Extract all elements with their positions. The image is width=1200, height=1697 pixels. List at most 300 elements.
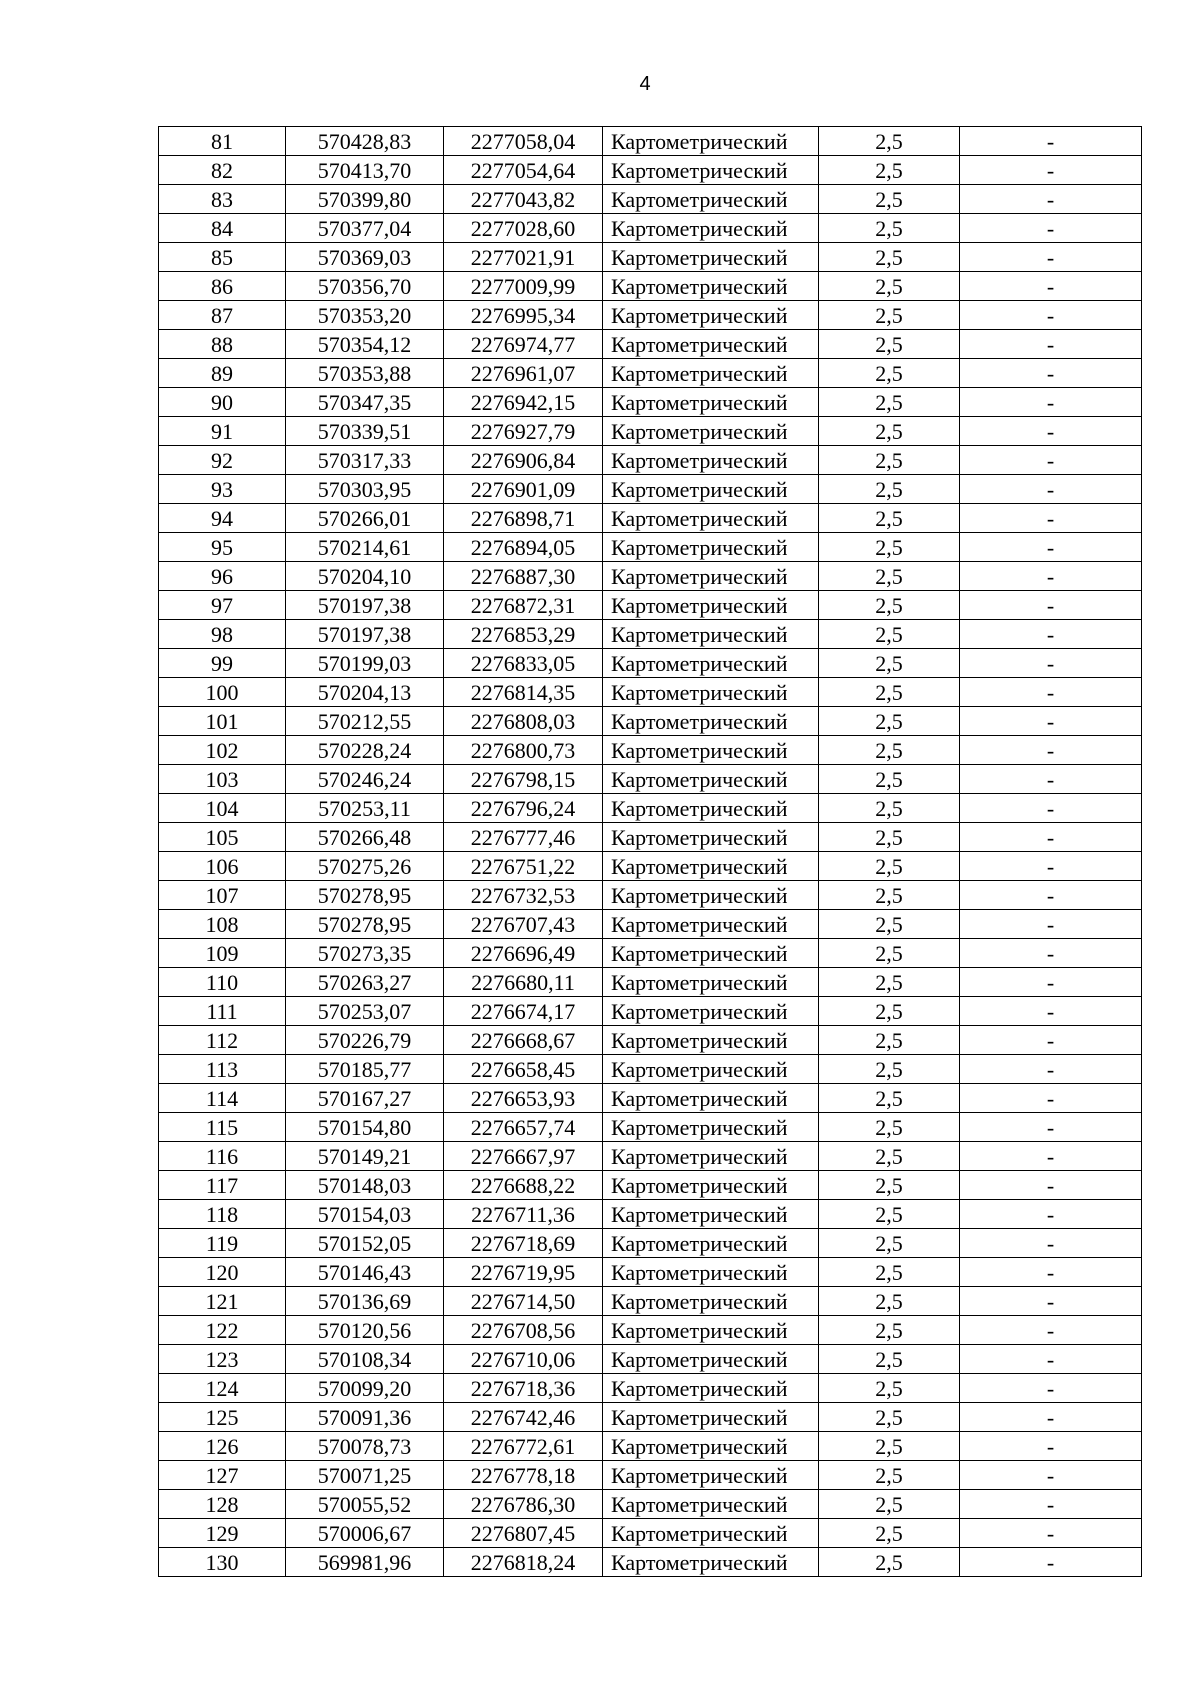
method-cell: Картометрический xyxy=(603,1432,819,1461)
accuracy-cell: 2,5 xyxy=(819,1490,960,1519)
method-cell: Картометрический xyxy=(603,678,819,707)
accuracy-cell: 2,5 xyxy=(819,939,960,968)
accuracy-cell: 2,5 xyxy=(819,1345,960,1374)
accuracy-cell: 2,5 xyxy=(819,1113,960,1142)
table-row xyxy=(159,533,1142,562)
x-coordinate-cell: 570154,03 xyxy=(286,1200,444,1229)
point-number-cell: 101 xyxy=(159,707,286,736)
note-cell: - xyxy=(960,446,1142,475)
y-coordinate-cell: 2276887,30 xyxy=(444,562,603,591)
x-coordinate-cell: 570347,35 xyxy=(286,388,444,417)
method-cell: Картометрический xyxy=(603,185,819,214)
x-coordinate-cell: 570146,43 xyxy=(286,1258,444,1287)
accuracy-cell: 2,5 xyxy=(819,707,960,736)
accuracy-cell: 2,5 xyxy=(819,1548,960,1577)
table-row xyxy=(159,968,1142,997)
note-cell: - xyxy=(960,330,1142,359)
note-cell: - xyxy=(960,1519,1142,1548)
y-coordinate-cell: 2276906,84 xyxy=(444,446,603,475)
table-row xyxy=(159,504,1142,533)
y-coordinate-cell: 2276680,11 xyxy=(444,968,603,997)
point-number-cell: 125 xyxy=(159,1403,286,1432)
y-coordinate-cell: 2276732,53 xyxy=(444,881,603,910)
method-cell: Картометрический xyxy=(603,823,819,852)
y-coordinate-cell: 2276786,30 xyxy=(444,1490,603,1519)
x-coordinate-cell: 570204,13 xyxy=(286,678,444,707)
note-cell: - xyxy=(960,1113,1142,1142)
point-number-cell: 82 xyxy=(159,156,286,185)
y-coordinate-cell: 2276807,45 xyxy=(444,1519,603,1548)
method-cell: Картометрический xyxy=(603,1345,819,1374)
note-cell: - xyxy=(960,533,1142,562)
point-number-cell: 102 xyxy=(159,736,286,765)
point-number-cell: 81 xyxy=(159,127,286,156)
y-coordinate-cell: 2276800,73 xyxy=(444,736,603,765)
point-number-cell: 104 xyxy=(159,794,286,823)
y-coordinate-cell: 2276853,29 xyxy=(444,620,603,649)
y-coordinate-cell: 2276714,50 xyxy=(444,1287,603,1316)
point-number-cell: 116 xyxy=(159,1142,286,1171)
table-row xyxy=(159,910,1142,939)
accuracy-cell: 2,5 xyxy=(819,1200,960,1229)
method-cell: Картометрический xyxy=(603,1490,819,1519)
table-row xyxy=(159,591,1142,620)
accuracy-cell: 2,5 xyxy=(819,330,960,359)
note-cell: - xyxy=(960,794,1142,823)
y-coordinate-cell: 2276707,43 xyxy=(444,910,603,939)
note-cell: - xyxy=(960,359,1142,388)
note-cell: - xyxy=(960,1374,1142,1403)
point-number-cell: 108 xyxy=(159,910,286,939)
table-row xyxy=(159,243,1142,272)
point-number-cell: 90 xyxy=(159,388,286,417)
method-cell: Картометрический xyxy=(603,707,819,736)
point-number-cell: 93 xyxy=(159,475,286,504)
y-coordinate-cell: 2276927,79 xyxy=(444,417,603,446)
table-row xyxy=(159,475,1142,504)
accuracy-cell: 2,5 xyxy=(819,591,960,620)
note-cell: - xyxy=(960,301,1142,330)
table-row xyxy=(159,649,1142,678)
note-cell: - xyxy=(960,823,1142,852)
table-row xyxy=(159,1258,1142,1287)
method-cell: Картометрический xyxy=(603,1258,819,1287)
point-number-cell: 103 xyxy=(159,765,286,794)
method-cell: Картометрический xyxy=(603,504,819,533)
point-number-cell: 85 xyxy=(159,243,286,272)
accuracy-cell: 2,5 xyxy=(819,765,960,794)
x-coordinate-cell: 570354,12 xyxy=(286,330,444,359)
note-cell: - xyxy=(960,1229,1142,1258)
note-cell: - xyxy=(960,852,1142,881)
y-coordinate-cell: 2276719,95 xyxy=(444,1258,603,1287)
x-coordinate-cell: 570185,77 xyxy=(286,1055,444,1084)
y-coordinate-cell: 2277021,91 xyxy=(444,243,603,272)
x-coordinate-cell: 570078,73 xyxy=(286,1432,444,1461)
table-row xyxy=(159,127,1142,156)
accuracy-cell: 2,5 xyxy=(819,388,960,417)
note-cell: - xyxy=(960,765,1142,794)
method-cell: Картометрический xyxy=(603,939,819,968)
note-cell: - xyxy=(960,185,1142,214)
accuracy-cell: 2,5 xyxy=(819,736,960,765)
accuracy-cell: 2,5 xyxy=(819,1084,960,1113)
x-coordinate-cell: 570152,05 xyxy=(286,1229,444,1258)
method-cell: Картометрический xyxy=(603,330,819,359)
accuracy-cell: 2,5 xyxy=(819,1519,960,1548)
x-coordinate-cell: 570055,52 xyxy=(286,1490,444,1519)
y-coordinate-cell: 2276658,45 xyxy=(444,1055,603,1084)
method-cell: Картометрический xyxy=(603,1548,819,1577)
note-cell: - xyxy=(960,1432,1142,1461)
y-coordinate-cell: 2276674,17 xyxy=(444,997,603,1026)
point-number-cell: 117 xyxy=(159,1171,286,1200)
accuracy-cell: 2,5 xyxy=(819,997,960,1026)
method-cell: Картометрический xyxy=(603,649,819,678)
method-cell: Картометрический xyxy=(603,1171,819,1200)
point-number-cell: 87 xyxy=(159,301,286,330)
x-coordinate-cell: 569981,96 xyxy=(286,1548,444,1577)
accuracy-cell: 2,5 xyxy=(819,272,960,301)
point-number-cell: 84 xyxy=(159,214,286,243)
point-number-cell: 129 xyxy=(159,1519,286,1548)
y-coordinate-cell: 2276995,34 xyxy=(444,301,603,330)
table-row xyxy=(159,446,1142,475)
y-coordinate-cell: 2277009,99 xyxy=(444,272,603,301)
table-row xyxy=(159,939,1142,968)
accuracy-cell: 2,5 xyxy=(819,214,960,243)
table-row xyxy=(159,1229,1142,1258)
note-cell: - xyxy=(960,1026,1142,1055)
x-coordinate-cell: 570428,83 xyxy=(286,127,444,156)
note-cell: - xyxy=(960,1258,1142,1287)
accuracy-cell: 2,5 xyxy=(819,127,960,156)
x-coordinate-cell: 570099,20 xyxy=(286,1374,444,1403)
x-coordinate-cell: 570275,26 xyxy=(286,852,444,881)
accuracy-cell: 2,5 xyxy=(819,1316,960,1345)
method-cell: Картометрический xyxy=(603,475,819,504)
point-number-cell: 89 xyxy=(159,359,286,388)
table-row xyxy=(159,1287,1142,1316)
y-coordinate-cell: 2276696,49 xyxy=(444,939,603,968)
point-number-cell: 119 xyxy=(159,1229,286,1258)
x-coordinate-cell: 570278,95 xyxy=(286,910,444,939)
note-cell: - xyxy=(960,1548,1142,1577)
x-coordinate-cell: 570228,24 xyxy=(286,736,444,765)
table-row xyxy=(159,272,1142,301)
table-row xyxy=(159,736,1142,765)
method-cell: Картометрический xyxy=(603,214,819,243)
note-cell: - xyxy=(960,388,1142,417)
x-coordinate-cell: 570273,35 xyxy=(286,939,444,968)
x-coordinate-cell: 570154,80 xyxy=(286,1113,444,1142)
note-cell: - xyxy=(960,417,1142,446)
method-cell: Картометрический xyxy=(603,765,819,794)
accuracy-cell: 2,5 xyxy=(819,852,960,881)
point-number-cell: 113 xyxy=(159,1055,286,1084)
y-coordinate-cell: 2276708,56 xyxy=(444,1316,603,1345)
point-number-cell: 86 xyxy=(159,272,286,301)
y-coordinate-cell: 2276901,09 xyxy=(444,475,603,504)
point-number-cell: 130 xyxy=(159,1548,286,1577)
accuracy-cell: 2,5 xyxy=(819,1026,960,1055)
table-row xyxy=(159,1374,1142,1403)
method-cell: Картометрический xyxy=(603,1142,819,1171)
note-cell: - xyxy=(960,562,1142,591)
x-coordinate-cell: 570413,70 xyxy=(286,156,444,185)
point-number-cell: 107 xyxy=(159,881,286,910)
point-number-cell: 112 xyxy=(159,1026,286,1055)
accuracy-cell: 2,5 xyxy=(819,794,960,823)
x-coordinate-cell: 570303,95 xyxy=(286,475,444,504)
table-row xyxy=(159,330,1142,359)
y-coordinate-cell: 2276796,24 xyxy=(444,794,603,823)
method-cell: Картометрический xyxy=(603,562,819,591)
x-coordinate-cell: 570120,56 xyxy=(286,1316,444,1345)
note-cell: - xyxy=(960,1490,1142,1519)
note-cell: - xyxy=(960,1142,1142,1171)
point-number-cell: 128 xyxy=(159,1490,286,1519)
y-coordinate-cell: 2276898,71 xyxy=(444,504,603,533)
accuracy-cell: 2,5 xyxy=(819,533,960,562)
table-row xyxy=(159,1432,1142,1461)
table-row xyxy=(159,1316,1142,1345)
table-row xyxy=(159,1171,1142,1200)
x-coordinate-cell: 570399,80 xyxy=(286,185,444,214)
x-coordinate-cell: 570317,33 xyxy=(286,446,444,475)
accuracy-cell: 2,5 xyxy=(819,823,960,852)
table-row xyxy=(159,417,1142,446)
y-coordinate-cell: 2276798,15 xyxy=(444,765,603,794)
accuracy-cell: 2,5 xyxy=(819,1461,960,1490)
y-coordinate-cell: 2276808,03 xyxy=(444,707,603,736)
table-row xyxy=(159,1403,1142,1432)
table-row xyxy=(159,997,1142,1026)
point-number-cell: 100 xyxy=(159,678,286,707)
y-coordinate-cell: 2277028,60 xyxy=(444,214,603,243)
accuracy-cell: 2,5 xyxy=(819,1258,960,1287)
accuracy-cell: 2,5 xyxy=(819,910,960,939)
x-coordinate-cell: 570266,48 xyxy=(286,823,444,852)
page-number: 4 xyxy=(639,73,651,95)
x-coordinate-cell: 570108,34 xyxy=(286,1345,444,1374)
method-cell: Картометрический xyxy=(603,620,819,649)
note-cell: - xyxy=(960,1171,1142,1200)
point-number-cell: 83 xyxy=(159,185,286,214)
y-coordinate-cell: 2276961,07 xyxy=(444,359,603,388)
accuracy-cell: 2,5 xyxy=(819,620,960,649)
table-row xyxy=(159,1142,1142,1171)
note-cell: - xyxy=(960,214,1142,243)
method-cell: Картометрический xyxy=(603,1229,819,1258)
point-number-cell: 106 xyxy=(159,852,286,881)
point-number-cell: 115 xyxy=(159,1113,286,1142)
y-coordinate-cell: 2277058,04 xyxy=(444,127,603,156)
point-number-cell: 95 xyxy=(159,533,286,562)
y-coordinate-cell: 2276778,18 xyxy=(444,1461,603,1490)
accuracy-cell: 2,5 xyxy=(819,1374,960,1403)
accuracy-cell: 2,5 xyxy=(819,156,960,185)
point-number-cell: 122 xyxy=(159,1316,286,1345)
x-coordinate-cell: 570353,20 xyxy=(286,301,444,330)
point-number-cell: 123 xyxy=(159,1345,286,1374)
x-coordinate-cell: 570167,27 xyxy=(286,1084,444,1113)
note-cell: - xyxy=(960,1403,1142,1432)
method-cell: Картометрический xyxy=(603,243,819,272)
method-cell: Картометрический xyxy=(603,1026,819,1055)
note-cell: - xyxy=(960,272,1142,301)
note-cell: - xyxy=(960,620,1142,649)
x-coordinate-cell: 570149,21 xyxy=(286,1142,444,1171)
method-cell: Картометрический xyxy=(603,1287,819,1316)
x-coordinate-cell: 570369,03 xyxy=(286,243,444,272)
accuracy-cell: 2,5 xyxy=(819,301,960,330)
x-coordinate-cell: 570071,25 xyxy=(286,1461,444,1490)
method-cell: Картометрический xyxy=(603,1200,819,1229)
y-coordinate-cell: 2276710,06 xyxy=(444,1345,603,1374)
note-cell: - xyxy=(960,997,1142,1026)
x-coordinate-cell: 570214,61 xyxy=(286,533,444,562)
note-cell: - xyxy=(960,707,1142,736)
point-number-cell: 121 xyxy=(159,1287,286,1316)
x-coordinate-cell: 570136,69 xyxy=(286,1287,444,1316)
table-row xyxy=(159,852,1142,881)
method-cell: Картометрический xyxy=(603,127,819,156)
table-row xyxy=(159,678,1142,707)
table-row xyxy=(159,388,1142,417)
point-number-cell: 92 xyxy=(159,446,286,475)
accuracy-cell: 2,5 xyxy=(819,446,960,475)
note-cell: - xyxy=(960,968,1142,997)
y-coordinate-cell: 2276814,35 xyxy=(444,678,603,707)
method-cell: Картометрический xyxy=(603,1461,819,1490)
x-coordinate-cell: 570356,70 xyxy=(286,272,444,301)
x-coordinate-cell: 570226,79 xyxy=(286,1026,444,1055)
accuracy-cell: 2,5 xyxy=(819,1287,960,1316)
method-cell: Картометрический xyxy=(603,794,819,823)
method-cell: Картометрический xyxy=(603,997,819,1026)
point-number-cell: 114 xyxy=(159,1084,286,1113)
note-cell: - xyxy=(960,736,1142,765)
method-cell: Картометрический xyxy=(603,1316,819,1345)
note-cell: - xyxy=(960,127,1142,156)
point-number-cell: 118 xyxy=(159,1200,286,1229)
method-cell: Картометрический xyxy=(603,910,819,939)
accuracy-cell: 2,5 xyxy=(819,562,960,591)
note-cell: - xyxy=(960,1287,1142,1316)
accuracy-cell: 2,5 xyxy=(819,968,960,997)
method-cell: Картометрический xyxy=(603,388,819,417)
accuracy-cell: 2,5 xyxy=(819,475,960,504)
x-coordinate-cell: 570212,55 xyxy=(286,707,444,736)
method-cell: Картометрический xyxy=(603,533,819,562)
point-number-cell: 96 xyxy=(159,562,286,591)
method-cell: Картометрический xyxy=(603,1403,819,1432)
x-coordinate-cell: 570253,11 xyxy=(286,794,444,823)
note-cell: - xyxy=(960,1461,1142,1490)
y-coordinate-cell: 2276872,31 xyxy=(444,591,603,620)
accuracy-cell: 2,5 xyxy=(819,881,960,910)
accuracy-cell: 2,5 xyxy=(819,1432,960,1461)
table-row xyxy=(159,1084,1142,1113)
y-coordinate-cell: 2276772,61 xyxy=(444,1432,603,1461)
y-coordinate-cell: 2276942,15 xyxy=(444,388,603,417)
method-cell: Картометрический xyxy=(603,417,819,446)
method-cell: Картометрический xyxy=(603,968,819,997)
point-number-cell: 88 xyxy=(159,330,286,359)
method-cell: Картометрический xyxy=(603,881,819,910)
accuracy-cell: 2,5 xyxy=(819,1229,960,1258)
y-coordinate-cell: 2276751,22 xyxy=(444,852,603,881)
note-cell: - xyxy=(960,1084,1142,1113)
point-number-cell: 127 xyxy=(159,1461,286,1490)
coordinates-table xyxy=(158,126,1142,1577)
method-cell: Картометрический xyxy=(603,446,819,475)
table-row xyxy=(159,301,1142,330)
method-cell: Картометрический xyxy=(603,1055,819,1084)
y-coordinate-cell: 2276718,36 xyxy=(444,1374,603,1403)
method-cell: Картометрический xyxy=(603,591,819,620)
accuracy-cell: 2,5 xyxy=(819,1171,960,1200)
table-row xyxy=(159,620,1142,649)
point-number-cell: 97 xyxy=(159,591,286,620)
table-row xyxy=(159,707,1142,736)
y-coordinate-cell: 2276718,69 xyxy=(444,1229,603,1258)
note-cell: - xyxy=(960,1200,1142,1229)
note-cell: - xyxy=(960,881,1142,910)
y-coordinate-cell: 2276657,74 xyxy=(444,1113,603,1142)
point-number-cell: 98 xyxy=(159,620,286,649)
table-row xyxy=(159,1113,1142,1142)
point-number-cell: 91 xyxy=(159,417,286,446)
method-cell: Картометрический xyxy=(603,301,819,330)
y-coordinate-cell: 2276688,22 xyxy=(444,1171,603,1200)
method-cell: Картометрический xyxy=(603,852,819,881)
table-row xyxy=(159,765,1142,794)
x-coordinate-cell: 570204,10 xyxy=(286,562,444,591)
point-number-cell: 111 xyxy=(159,997,286,1026)
point-number-cell: 99 xyxy=(159,649,286,678)
x-coordinate-cell: 570253,07 xyxy=(286,997,444,1026)
table-row xyxy=(159,1345,1142,1374)
table-row xyxy=(159,1548,1142,1577)
table-row xyxy=(159,562,1142,591)
y-coordinate-cell: 2276653,93 xyxy=(444,1084,603,1113)
x-coordinate-cell: 570199,03 xyxy=(286,649,444,678)
x-coordinate-cell: 570246,24 xyxy=(286,765,444,794)
method-cell: Картометрический xyxy=(603,1113,819,1142)
y-coordinate-cell: 2276974,77 xyxy=(444,330,603,359)
table-row xyxy=(159,1055,1142,1084)
table-row xyxy=(159,1026,1142,1055)
table-row xyxy=(159,823,1142,852)
method-cell: Картометрический xyxy=(603,359,819,388)
note-cell: - xyxy=(960,243,1142,272)
x-coordinate-cell: 570197,38 xyxy=(286,620,444,649)
note-cell: - xyxy=(960,678,1142,707)
y-coordinate-cell: 2276711,36 xyxy=(444,1200,603,1229)
table-row xyxy=(159,1490,1142,1519)
x-coordinate-cell: 570006,67 xyxy=(286,1519,444,1548)
accuracy-cell: 2,5 xyxy=(819,185,960,214)
table-row xyxy=(159,1200,1142,1229)
point-number-cell: 105 xyxy=(159,823,286,852)
point-number-cell: 110 xyxy=(159,968,286,997)
method-cell: Картометрический xyxy=(603,156,819,185)
accuracy-cell: 2,5 xyxy=(819,1403,960,1432)
point-number-cell: 120 xyxy=(159,1258,286,1287)
y-coordinate-cell: 2277054,64 xyxy=(444,156,603,185)
